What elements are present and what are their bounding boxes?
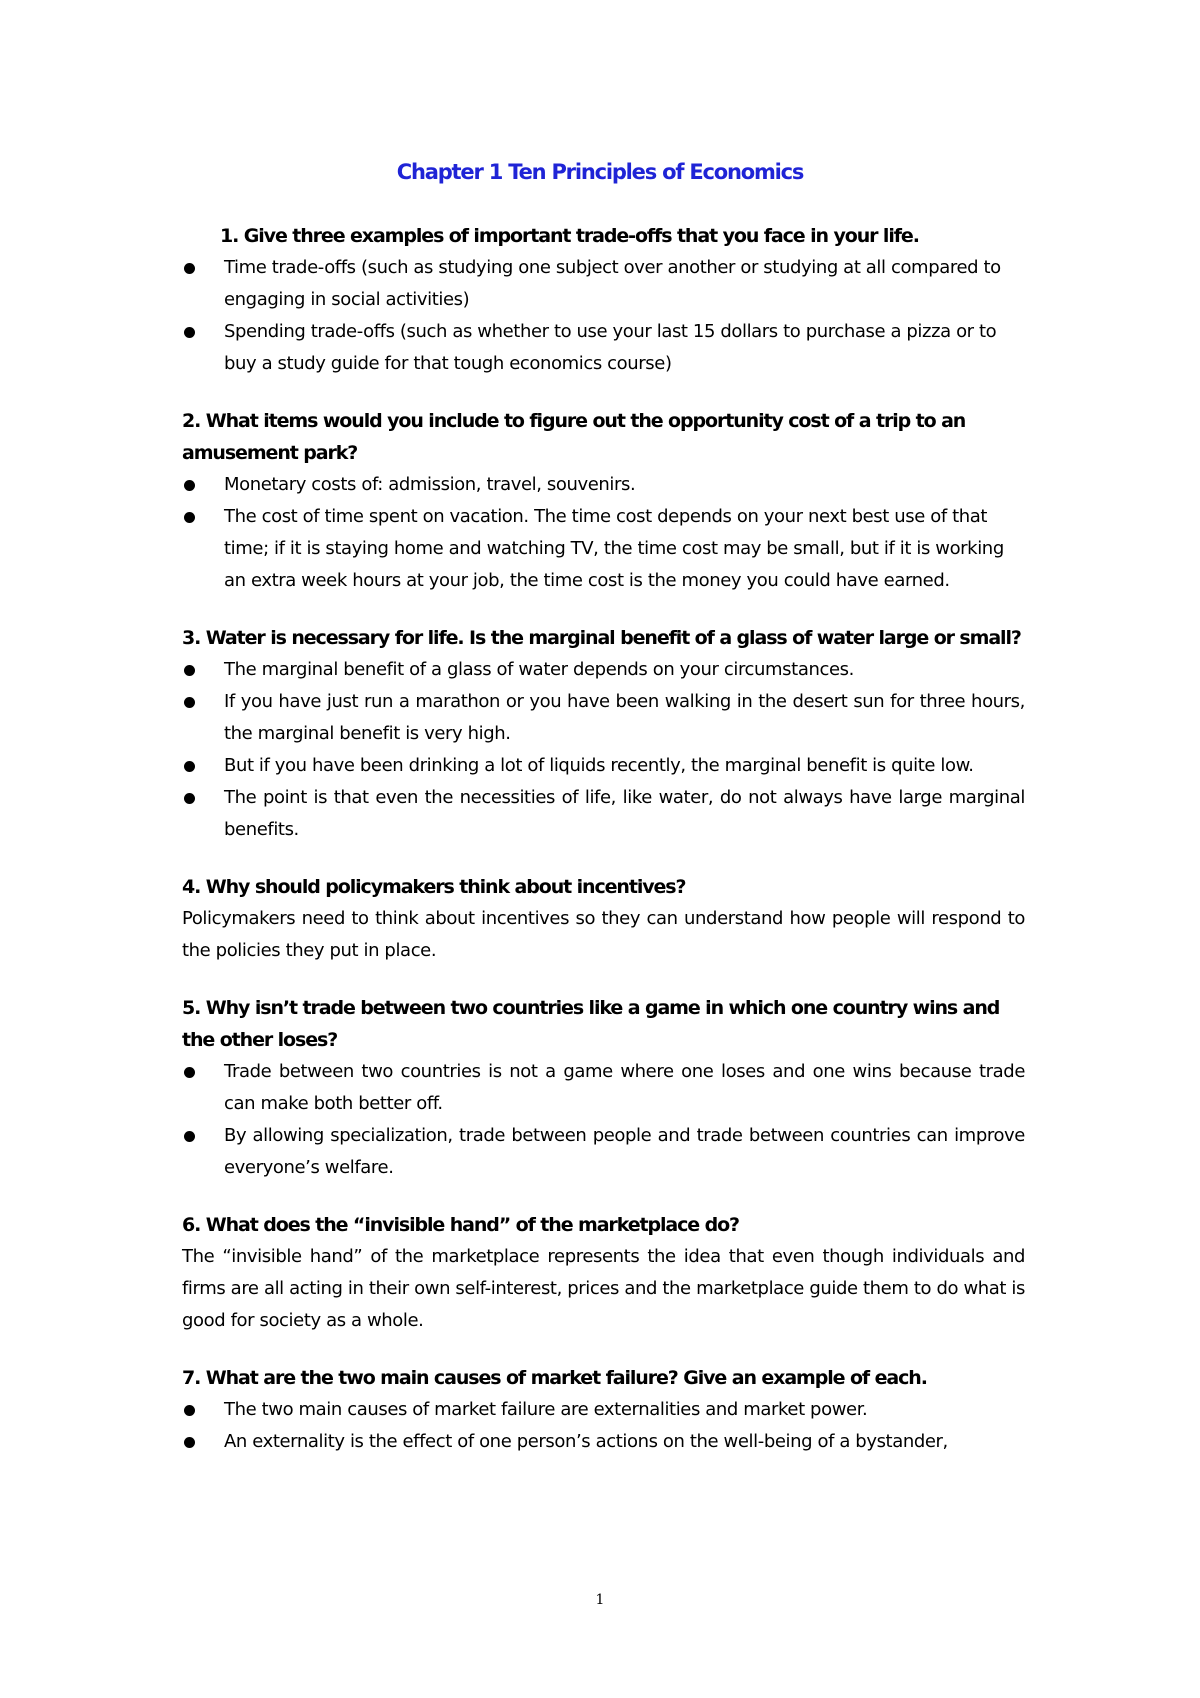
bullet-icon xyxy=(184,793,195,804)
question-heading: 6. What does the “invisible hand” of the marketplace do? xyxy=(182,1214,739,1236)
list-item: Trade between two countries is not a game where one loses and one wins because trade can make both better off. xyxy=(182,1056,1025,1120)
question-section-5 xyxy=(182,992,1025,1184)
page-number: 1 xyxy=(595,1592,605,1608)
answer-paragraph: The “invisible hand” of the marketplace represents the idea that even though individuals and firms are all acting in their own self-interest, prices and the marketplace guide them to do what is good for society as a whole. xyxy=(182,1246,1025,1331)
bullet-list xyxy=(182,654,1025,846)
list-item: Monetary costs of: admission, travel, souvenirs. xyxy=(182,469,1025,501)
list-item: The point is that even the necessities of life, like water, do not always have large marginal benefits. xyxy=(182,782,1025,846)
bullet-icon xyxy=(184,263,195,274)
list-item: An externality is the effect of one person’s actions on the well-being of a bystander, xyxy=(182,1426,1025,1458)
question-heading: 2. What items would you include to figure out the opportunity cost of a trip to an amusement park? xyxy=(182,410,966,464)
document-title: Chapter 1 Ten Principles of Economics xyxy=(396,160,804,184)
question-section-4 xyxy=(182,871,1025,967)
question-heading: 3. Water is necessary for life. Is the marginal benefit of a glass of water large or small? xyxy=(182,627,1021,649)
bullet-icon xyxy=(184,697,195,708)
bullet-icon xyxy=(184,1437,195,1448)
list-item: By allowing specialization, trade between people and trade between countries can improve everyone’s welfare. xyxy=(182,1120,1025,1184)
question-heading: 1. Give three examples of important trade-offs that you face in your life. xyxy=(220,225,919,247)
question-section-2 xyxy=(182,405,1025,597)
bullet-icon xyxy=(184,1067,195,1078)
bullet-icon xyxy=(184,512,195,523)
bullet-list xyxy=(182,1056,1025,1184)
bullet-icon xyxy=(184,761,195,772)
list-item: Spending trade-offs (such as whether to use your last 15 dollars to purchase a pizza or to buy a study guide for that tough economics course) xyxy=(182,316,1025,380)
document-body xyxy=(182,220,1025,1483)
bullet-icon xyxy=(184,1131,195,1142)
question-section-6 xyxy=(182,1209,1025,1337)
list-item: The two main causes of market failure are externalities and market power. xyxy=(182,1394,1025,1426)
question-section-3 xyxy=(182,622,1025,846)
question-heading: 5. Why isn’t trade between two countries like a game in which one country wins and the other loses? xyxy=(182,997,1000,1051)
list-item: The cost of time spent on vacation. The time cost depends on your next best use of that time; if it is staying home and watching TV, the time cost may be small, but if it is working an extra week hours at your job, the time cost is the money you could have earned. xyxy=(182,501,1025,597)
question-section-7 xyxy=(182,1362,1025,1458)
bullet-list xyxy=(182,1394,1025,1458)
bullet-list xyxy=(182,252,1025,380)
question-heading: 4. Why should policymakers think about incentives? xyxy=(182,876,686,898)
answer-paragraph: Policymakers need to think about incentives so they can understand how people will respond to the policies they put in place. xyxy=(182,908,1025,961)
list-item: If you have just run a marathon or you have been walking in the desert sun for three hours, the marginal benefit is very high. xyxy=(182,686,1025,750)
bullet-icon xyxy=(184,1405,195,1416)
bullet-icon xyxy=(184,480,195,491)
list-item: The marginal benefit of a glass of water depends on your circumstances. xyxy=(182,654,1025,686)
list-item: Time trade-offs (such as studying one subject over another or studying at all compared to engaging in social activities) xyxy=(182,252,1025,316)
question-heading: 7. What are the two main causes of market failure? Give an example of each. xyxy=(182,1367,927,1389)
list-item: But if you have been drinking a lot of liquids recently, the marginal benefit is quite low. xyxy=(182,750,1025,782)
question-section-1 xyxy=(182,220,1025,380)
bullet-icon xyxy=(184,327,195,338)
bullet-icon xyxy=(184,665,195,676)
bullet-list xyxy=(182,469,1025,597)
